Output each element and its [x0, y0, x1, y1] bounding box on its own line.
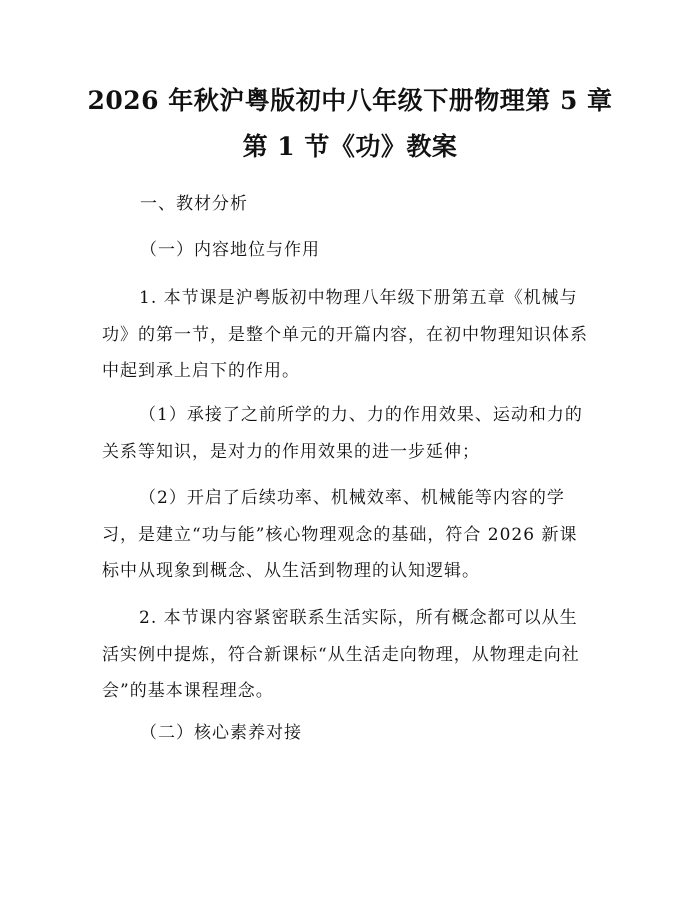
paragraph-3-line-3: 标中从现象到概念、从生活到物理的认知逻辑。: [102, 561, 480, 581]
paragraph-3-line-1: （2）开启了后续功率、机械效率、机械能等内容的学: [139, 488, 565, 508]
paragraph-3: [102, 480, 602, 590]
paragraph-2-line-1: （1）承接了之前所学的力、力的作用效果、运动和力的: [139, 405, 583, 425]
subsection-heading-content-role: （一）内容地位与作用: [140, 240, 320, 260]
subsection-heading-core-literacy: （二）核心素养对接: [140, 723, 302, 743]
paragraph-4-line-2: 活实例中提炼，符合新课标“从生活走向物理，从物理走向社: [102, 644, 580, 665]
paragraph-4: [102, 600, 602, 710]
paragraph-1: [102, 280, 602, 390]
paragraph-3-line-2: 习，是建立“功与能”核心物理观念的基础，符合 2026 新课: [102, 524, 578, 545]
paragraph-4-line-3: 会”的基本课程理念。: [102, 681, 274, 701]
paragraph-1-line-2: 功》的第一节，是整个单元的开篇内容，在初中物理知识体系: [102, 324, 588, 345]
document-title-line-2: 第 1 节《功》教案: [242, 132, 458, 161]
paragraph-2-line-2: 关系等知识，是对力的作用效果的进一步延伸；: [102, 441, 480, 462]
section-heading-textbook-analysis: 一、教材分析: [140, 194, 248, 214]
paragraph-2: [102, 397, 602, 470]
paragraph-4-line-1: 2. 本节课内容紧密联系生活实际，所有概念都可以从生: [139, 608, 578, 628]
paragraph-1-line-3: 中起到承上启下的作用。: [102, 361, 300, 381]
document-title-line-1: 2026 年秋沪粤版初中八年级下册物理第 5 章: [87, 86, 613, 115]
paragraph-1-line-1: 1. 本节课是沪粤版初中物理八年级下册第五章《机械与: [139, 288, 578, 308]
